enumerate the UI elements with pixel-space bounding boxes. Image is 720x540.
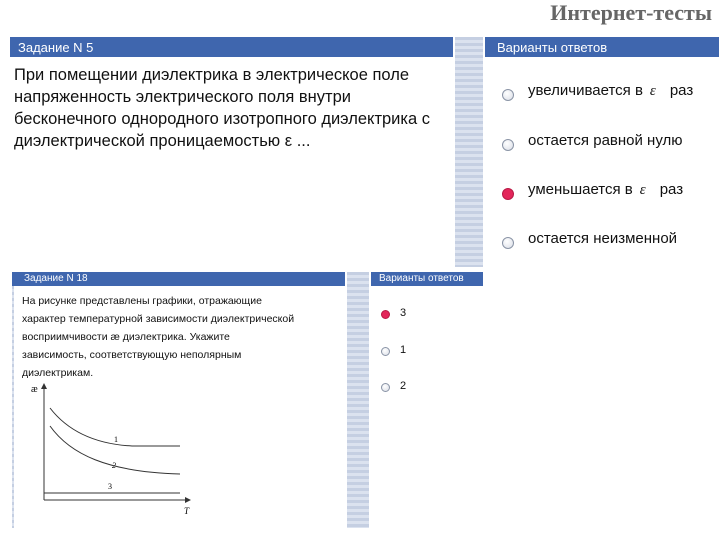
task1-option-label[interactable]: уменьшается в ε раз xyxy=(528,181,684,198)
task2-question xyxy=(22,292,342,382)
task1-answers-header-bar xyxy=(485,37,719,57)
task2-left-edge xyxy=(12,286,14,528)
task1-option-label[interactable]: остается неизменной xyxy=(528,230,678,247)
task2-option-label[interactable]: 3 xyxy=(400,307,407,319)
task2-option-label[interactable]: 1 xyxy=(400,344,407,356)
task2-graph xyxy=(22,378,222,518)
task1-header: Задание N 5 xyxy=(18,40,94,55)
task1-option-radio[interactable] xyxy=(502,139,514,151)
task1-option-radio[interactable] xyxy=(502,188,514,200)
task2-question-line: зависимость, соответствующую неполярным xyxy=(22,349,242,361)
page-title: Интернет-тесты xyxy=(550,0,712,25)
task1-option-label[interactable]: остается равной нулю xyxy=(528,132,683,149)
task2-option-radio[interactable] xyxy=(381,383,390,392)
task2-question-line: диэлектрикам. xyxy=(22,367,94,379)
task1-option-radio[interactable] xyxy=(502,89,514,101)
task1-header-bar xyxy=(10,37,453,57)
task1-question: При помещении диэлектрика в электрическое поле напряженность электрического поля внутри бесконечного однородного изотропного диэлектрика с диэлектрической проницаемостью ε ... xyxy=(14,66,430,150)
task2-header-bar xyxy=(12,272,345,286)
task1-option-label[interactable]: увеличивается в ε раз xyxy=(528,82,694,99)
task2-answers-header: Варианты ответов xyxy=(379,273,464,284)
task2-option-radio[interactable] xyxy=(381,347,390,356)
curve-3-label: 3 xyxy=(108,482,112,491)
task2-question-line: На рисунке представлены графики, отражающие xyxy=(22,295,262,307)
task2-question-line: характер температурной зависимости диэлектрической xyxy=(22,313,295,325)
task1-divider xyxy=(455,37,483,267)
curve-1-label: 1 xyxy=(114,435,118,444)
task2-option-radio[interactable] xyxy=(381,310,390,319)
curve-2-label: 2 xyxy=(112,461,116,470)
task2-answers-header-bar xyxy=(371,272,483,286)
epsilon-symbol: ε xyxy=(649,83,656,99)
epsilon-symbol: ε xyxy=(639,182,646,198)
x-axis-label: T xyxy=(184,506,190,516)
y-axis-label: æ xyxy=(31,384,38,395)
task2-question-line: восприимчивости æ диэлектрика. Укажите xyxy=(22,331,230,343)
task2-option-label[interactable]: 2 xyxy=(400,380,407,392)
task1-answers-header: Варианты ответов xyxy=(497,40,608,55)
task1-option-radio[interactable] xyxy=(502,237,514,249)
task2-divider xyxy=(347,272,369,528)
task2-header: Задание N 18 xyxy=(24,273,88,284)
